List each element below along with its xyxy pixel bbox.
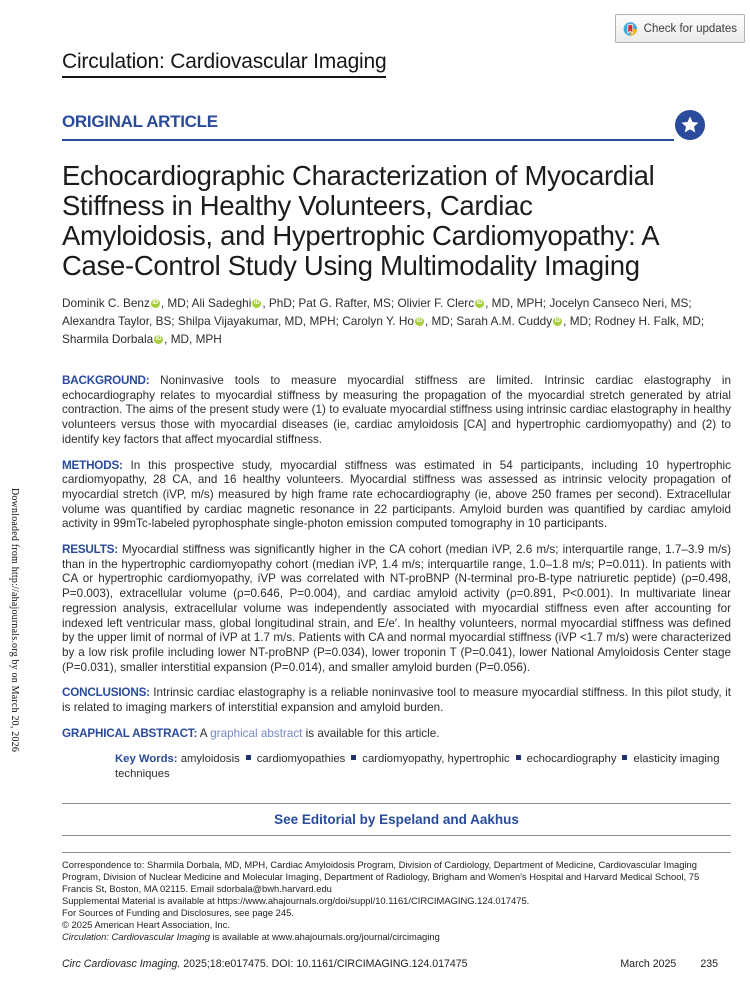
footer-citation-rest: 2025;18:e017475. DOI: 10.1161/CIRCIMAGING.124.017475 <box>180 958 468 970</box>
author-degrees: , BS; <box>149 314 178 328</box>
correspondence-line: © 2025 American Heart Association, Inc. <box>62 919 230 930</box>
author-name: Alexandra Taylor <box>62 314 150 328</box>
author-degrees: , MD; <box>675 314 705 328</box>
footer-issue: March 2025 <box>620 958 677 970</box>
author-degrees: , MD, MPH; <box>485 296 550 310</box>
journal-title: Circulation: Cardiovascular Imaging <box>62 50 386 78</box>
keywords-line <box>62 752 731 782</box>
section-header <box>62 112 731 144</box>
content-column <box>62 0 731 943</box>
orcid-icon[interactable]: iD <box>554 318 561 324</box>
graphical-abstract-link[interactable]: graphical abstract <box>210 726 303 740</box>
abstract-section-text: Intrinsic cardiac elastography is a reliable noninvasive tool to measure myocardial stiffness. In this pilot study, it is related to imaging markers of interstitial expansion and amyloid burden. <box>62 686 731 715</box>
correspondence-line: Supplemental Material is available at https://www.ahajournals.org/doi/suppl/10.1161/CIRCIMAGING.124.017475. <box>62 895 530 907</box>
author <box>456 314 594 328</box>
author <box>298 296 397 310</box>
keyword-separator-square <box>351 755 356 760</box>
keyword-separator-square <box>246 755 251 760</box>
correspondence-line: Correspondence to: Sharmila Dorbala, MD, MPH, Cardiac Amyloidosis Program, Division of Cardiology, Department of Medicine, Cardiovascular Imaging Program, Division of Nuclear Medicine and Molecular Imaging, Department of Radiology, Brigham and Women's Hospital and Harvard Medical School, 75 Francis St, Boston, MA 02115. Email sdorbala@bwh.harvard.edu <box>62 859 700 895</box>
keyword: elasticity imaging techniques <box>115 753 720 781</box>
abstract <box>62 374 731 741</box>
editorial-link[interactable]: See Editorial by Espeland and Aakhus <box>62 803 731 836</box>
author <box>549 296 691 310</box>
availability-rest: is available at www.ahajournals.org/journal/circimaging <box>209 930 440 942</box>
author-degrees: , MD, MPH; <box>278 314 343 328</box>
author-name: Sarah A.M. Cuddy <box>456 314 553 328</box>
keyword-separator-square <box>622 755 627 760</box>
author <box>192 296 299 310</box>
orcid-icon[interactable]: iD <box>152 300 159 306</box>
orcid-icon[interactable]: iD <box>476 300 483 306</box>
author-name: Jocelyn Canseco Neri <box>549 296 665 310</box>
orcid-icon[interactable]: iD <box>253 300 260 306</box>
footer-citation <box>62 958 468 970</box>
author-degrees: , PhD; <box>262 296 299 310</box>
correspondence-line: For Sources of Funding and Disclosures, see page 245. <box>62 907 294 919</box>
author <box>62 314 178 328</box>
download-banner: Downloaded from http://ahajournals.org by on March 20, 2026 <box>9 488 20 753</box>
abstract-section-label: METHODS: <box>62 458 131 472</box>
author-degrees: , MS; <box>664 296 692 310</box>
abstract-section-label: BACKGROUND: <box>62 374 161 387</box>
author <box>178 314 342 328</box>
check-for-updates-label: Check for updates <box>643 22 737 35</box>
article-title <box>62 161 731 281</box>
keywords-label: Key Words: <box>115 753 178 766</box>
keyword: echocardiography <box>526 753 617 766</box>
author <box>62 296 192 310</box>
availability-journal: Circulation: Cardiovascular Imaging <box>62 930 210 942</box>
author-name: Shilpa Vijayakumar <box>177 314 278 328</box>
author-degrees: , MD; <box>160 296 192 310</box>
author-name: Ali Sadeghi <box>191 296 252 310</box>
graphical-abstract-label: GRAPHICAL ABSTRACT: <box>62 726 198 740</box>
author <box>397 296 549 310</box>
title-line: Case-Control Study Using Multimodality Imaging <box>62 250 640 281</box>
author <box>62 332 222 346</box>
author <box>342 314 456 328</box>
section-label: ORIGINAL ARTICLE <box>62 112 218 131</box>
graphical-abstract-section <box>62 727 731 742</box>
keyword: cardiomyopathies <box>256 753 346 766</box>
author-list <box>62 294 717 348</box>
abstract-section <box>62 686 731 715</box>
keyword-separator-square <box>516 755 521 760</box>
title-line: Stiffness in Healthy Volunteers, Cardiac <box>62 190 533 221</box>
abstract-section-text: In this prospective study, myocardial stiffness was estimated in 54 participants, including 10 hypertrophic cardiomyopathy, 28 CA, and 16 healthy volunteers. Myocardial stiffness was assessed as intrinsic velocity propagation of myocardial stretch (iVP, m/s) measured by high frame rate echocardiography (ie, above 250 frames per second). Extracellular volume was quantified by cardiac magnetic resonance in 22 participants. Amyloid burden was quantified by cardiac amyloid activity in 99mTc-labeled pyrophosphate single-photon emission computed tomography in 10 participants. <box>62 458 731 531</box>
footer-citation-journal: Circ Cardiovasc Imaging. <box>62 958 181 970</box>
graphical-abstract-pre: A <box>199 726 211 740</box>
abstract-section <box>62 374 731 448</box>
author <box>595 314 705 328</box>
title-line: Echocardiographic Characterization of Myocardial <box>62 160 655 191</box>
author-name: Pat G. Rafter <box>298 296 367 310</box>
author-degrees: , MD, MPH <box>164 332 222 346</box>
keyword: amyloidosis <box>180 753 240 766</box>
author-degrees: , MS; <box>366 296 398 310</box>
page-footer <box>62 958 718 970</box>
orcid-icon[interactable]: iD <box>155 336 162 342</box>
author-name: Carolyn Y. Ho <box>342 314 414 328</box>
correspondence-block <box>62 859 731 942</box>
abstract-section-label: RESULTS: <box>62 543 122 557</box>
abstract-section-text: Myocardial stiffness was significantly higher in the CA cohort (median iVP, 2.6 m/s; interquartile range, 1.7–3.9 m/s) than in the hypertrophic cardiomyopathy cohort (median iVP, 1.4 m/s; interquartile range, 1.0–1.8 m/s; P=0.011). In patients with CA or hypertrophic cardiomyopathy, iVP was correlated with NT-proBNP (N-terminal pro-B-type natriuretic peptide) (ρ=0.498, P=0.003), extracellular volume (ρ=0.646, P=0.004), and cardiac amyloid activity (ρ=0.891, P<0.001). In multivariate linear regression analysis, extracellular volume was independently associated with myocardial stiffness even after accounting for indexed left ventricular mass, global longitudinal strain, and E/e′. In healthy volunteers, normal myocardial stiffness was defined by the upper limit of normal of iVP at 1.7 m/s. Patients with CA and normal myocardial stiffness (iVP <1.7 m/s) were characterized by a low risk profile including lower NT-proBNP (P=0.034), lower troponin T (P=0.041), lower National Amyloidosis Center stage (P=0.031), smaller interstitial expansion (P=0.014), and smaller amyloid burden (P=0.056). <box>62 543 731 674</box>
abstract-section-label: CONCLUSIONS: <box>62 686 154 700</box>
title-line: Amyloidosis, and Hypertrophic Cardiomyopathy: A <box>62 220 660 251</box>
abstract-section-text: Noninvasive tools to measure myocardial stiffness are limited. Intrinsic cardiac elastography in echocardiography relates to myocardial stiffness by measuring the propagation of the myocardial stretch generated by atrial contraction. The aims of the present study were (1) to evaluate myocardial stiffness using intrinsic cardiac elastography in healthy volunteers versus those with myocardial diseases (ie, cardiac amyloidosis [CA] and hypertrophic cardiomyopathy) and (2) to identify key factors that affect myocardial stiffness. <box>62 374 731 446</box>
author-name: Olivier F. Clerc <box>397 296 475 310</box>
author-name: Rodney H. Falk <box>594 314 676 328</box>
author-name: Dominik C. Benz <box>62 296 150 310</box>
author-name: Sharmila Dorbala <box>62 332 154 346</box>
availability-line <box>62 931 731 943</box>
author-degrees: , MD; <box>563 314 595 328</box>
footer-page-number: 235 <box>700 958 718 970</box>
open-access-star-icon <box>675 110 705 140</box>
graphical-abstract-post: is available for this article. <box>302 726 440 740</box>
divider-rule <box>62 852 731 853</box>
abstract-section <box>62 543 731 675</box>
author-degrees: , MD; <box>424 314 457 328</box>
orcid-icon[interactable]: iD <box>416 318 423 324</box>
abstract-section <box>62 459 731 533</box>
section-rule <box>62 139 674 141</box>
keyword: cardiomyopathy, hypertrophic <box>362 753 510 766</box>
